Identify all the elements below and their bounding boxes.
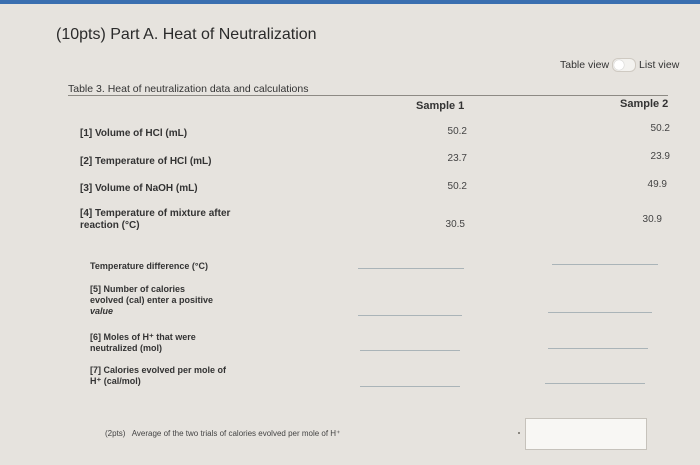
answer-line-calories-per-mole-sample-2[interactable] bbox=[545, 383, 645, 384]
column-header-sample-1: Sample 1 bbox=[416, 100, 465, 112]
value-mixture-temperature-sample-2: 30.9 bbox=[642, 214, 662, 225]
value-volume-hcl-sample-1: 50.2 bbox=[447, 126, 467, 137]
list-view-label[interactable]: List view bbox=[639, 59, 680, 71]
value-temperature-hcl-sample-2: 23.9 bbox=[650, 151, 670, 162]
row-label-calories-per-mole bbox=[90, 365, 226, 387]
row-label-temperature-difference: Temperature difference (°C) bbox=[90, 261, 208, 271]
row-label-temperature-hcl: [2] Temperature of HCl (mL) bbox=[80, 156, 212, 167]
input-marker bbox=[518, 432, 520, 434]
row-label-moles-neutralized bbox=[90, 332, 196, 354]
row-label-calories-per-mole-line-1: [7] Calories evolved per mole of bbox=[90, 365, 227, 375]
view-switch[interactable] bbox=[612, 58, 636, 72]
row-label-calories-evolved-line-3: value bbox=[90, 306, 114, 316]
answer-line-temperature-difference-sample-1[interactable] bbox=[358, 268, 464, 269]
top-accent-bar bbox=[0, 0, 700, 4]
row-label-calories-per-mole-line-2: H⁺ (cal/mol) bbox=[90, 376, 141, 386]
answer-line-moles-neutralized-sample-1[interactable] bbox=[360, 350, 460, 351]
row-label-mixture-temperature bbox=[80, 208, 230, 232]
table-view-label[interactable]: Table view bbox=[560, 59, 610, 71]
value-volume-naoh-sample-2: 49.9 bbox=[647, 179, 667, 190]
answer-line-temperature-difference-sample-2[interactable] bbox=[552, 264, 658, 265]
answer-line-calories-evolved-sample-1[interactable] bbox=[358, 315, 462, 316]
row-label-moles-neutralized-line-1: [6] Moles of H⁺ that were bbox=[90, 332, 196, 342]
answer-line-calories-evolved-sample-2[interactable] bbox=[548, 312, 652, 313]
value-temperature-hcl-sample-1: 23.7 bbox=[447, 153, 467, 164]
row-label-calories-evolved-line-2: evolved (cal) enter a positive bbox=[90, 295, 214, 305]
page-title: (10pts) Part A. Heat of Neutralization bbox=[56, 26, 317, 43]
answer-line-calories-per-mole-sample-1[interactable] bbox=[360, 386, 460, 387]
column-header-sample-2: Sample 2 bbox=[620, 98, 669, 110]
row-label-calories-evolved-line-1: [5] Number of calories bbox=[90, 284, 186, 294]
average-question-text: Average of the two trials of calories evolved per mole of H⁺ bbox=[131, 429, 341, 438]
value-volume-naoh-sample-1: 50.2 bbox=[447, 181, 467, 192]
average-question-points: (2pts) bbox=[105, 429, 126, 438]
answer-line-moles-neutralized-sample-2[interactable] bbox=[548, 348, 648, 349]
row-label-calories-evolved bbox=[90, 284, 213, 317]
table-caption: Table 3. Heat of neutralization data and calculations bbox=[68, 83, 309, 95]
row-label-mixture-temperature-line-2: reaction (°C) bbox=[80, 220, 140, 231]
row-label-moles-neutralized-line-2: neutralized (mol) bbox=[90, 343, 163, 353]
average-question bbox=[105, 429, 340, 438]
average-answer-input[interactable] bbox=[525, 418, 647, 450]
row-label-mixture-temperature-line-1: [4] Temperature of mixture after bbox=[80, 208, 231, 219]
view-toggle[interactable] bbox=[560, 58, 679, 72]
row-label-volume-hcl: [1] Volume of HCl (mL) bbox=[80, 128, 188, 139]
row-label-volume-naoh: [3] Volume of NaOH (mL) bbox=[80, 183, 198, 194]
table-header-rule bbox=[68, 95, 668, 96]
value-volume-hcl-sample-2: 50.2 bbox=[650, 123, 670, 134]
value-mixture-temperature-sample-1: 30.5 bbox=[445, 219, 465, 230]
